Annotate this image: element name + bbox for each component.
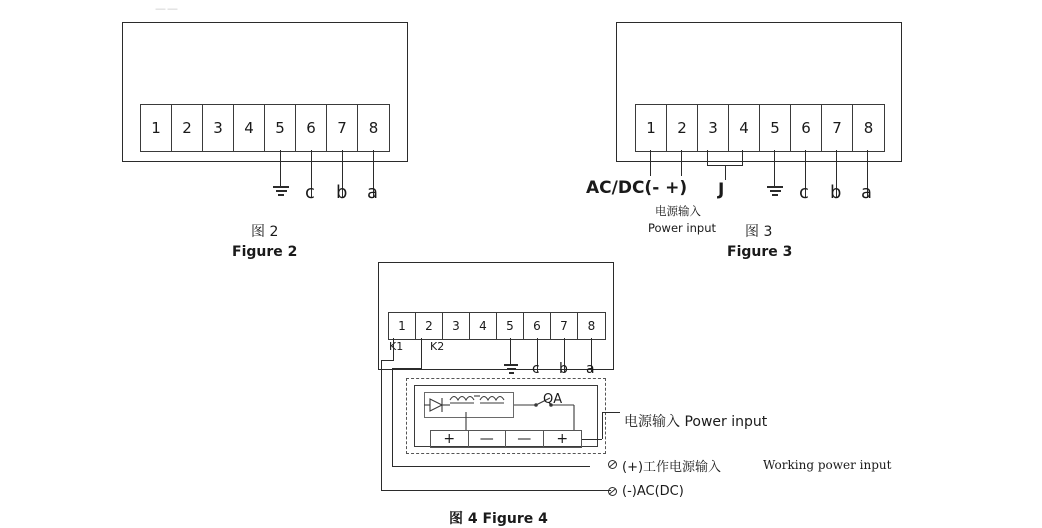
figure4-wire-k2-down <box>421 338 422 368</box>
figure4-post-acdc <box>608 487 617 496</box>
figure2-lead-a: a <box>367 182 379 203</box>
figure3-terminal-1: 1 <box>636 105 667 151</box>
figure4-lead-a: a <box>586 361 595 377</box>
ground-icon <box>272 186 290 198</box>
figure2-terminal-4: 4 <box>234 105 265 151</box>
figure2-terminal-7: 7 <box>327 105 358 151</box>
figure4-power-input-label: 电源输入 Power input <box>624 414 768 430</box>
ground-icon <box>503 364 519 376</box>
figure2-terminal-6: 6 <box>296 105 327 151</box>
figure3-terminal-2: 2 <box>667 105 698 151</box>
figure4-terminal-5: 5 <box>497 313 524 339</box>
ground-icon <box>766 186 784 198</box>
figure4-wire-k2-vert <box>392 368 393 466</box>
figure4-lead-power-input-vert <box>602 412 603 439</box>
figure3-wire-power-neg <box>650 150 651 176</box>
figure4-lead-power-input <box>582 439 602 440</box>
figure2-caption-cn: 图 2 <box>251 224 279 240</box>
figure3-lead-b: b <box>830 182 842 203</box>
figure4-terminal-1: 1 <box>389 313 416 339</box>
figure4-module-cell-3: — <box>506 431 544 447</box>
figure4-terminal-2: 2 <box>416 313 443 339</box>
figure4-working-power-en: Working power input <box>763 458 892 472</box>
figure3-terminal-5: 5 <box>760 105 791 151</box>
figure3-power-label: AC/DC(- +) <box>586 178 688 198</box>
figure4-wire-k2-left <box>392 368 422 369</box>
figure3-terminal-3: 3 <box>698 105 729 151</box>
figure3-jumper-label: J <box>718 180 725 200</box>
figure2-wire-ground <box>280 150 281 186</box>
figure3-wire-power-pos <box>681 150 682 176</box>
figure2-terminal-5: 5 <box>265 105 296 151</box>
figure4-working-power-cn: (+)工作电源输入 <box>622 460 722 475</box>
figure4-terminal-4: 4 <box>470 313 497 339</box>
figure3-terminal-4: 4 <box>729 105 760 151</box>
page-artifact-text: —— <box>155 2 179 15</box>
figure3-jumper-stem <box>725 166 726 180</box>
figure4-caption: 图 4 Figure 4 <box>449 511 548 527</box>
figure2-caption-en: Figure 2 <box>232 244 298 260</box>
figure3-terminal-row <box>635 104 885 152</box>
figure3-terminal-6: 6 <box>791 105 822 151</box>
figure4-wire-ground <box>510 338 511 364</box>
figure4-terminal-8: 8 <box>587 319 596 333</box>
figure2-lead-c: c <box>305 182 315 203</box>
figure4-qa-label: QA <box>543 392 563 407</box>
figure4-post-working-power <box>608 460 617 469</box>
figure4-module-cell-1: + <box>431 431 469 447</box>
figure4-module-cell-2: — <box>469 431 507 447</box>
figure4-wire-k1-vert <box>381 360 382 490</box>
figure4-acdc-label: (-)AC(DC) <box>622 484 684 499</box>
figure4-label-k2: K2 <box>430 340 445 353</box>
figure4-wire-k1-down <box>393 338 394 360</box>
figure4-lead-c: c <box>532 361 540 377</box>
figure2-lead-b: b <box>336 182 348 203</box>
figure3-terminal-7: 7 <box>822 105 853 151</box>
figure4-lead-b: b <box>559 361 568 377</box>
figure3-caption-en: Figure 3 <box>727 244 793 260</box>
figure4-wire-k2-bottom <box>392 466 590 467</box>
figure3-caption-cn: 图 3 <box>745 224 773 240</box>
figure4-terminal-3: 3 <box>443 313 470 339</box>
figure3-wire-ground <box>774 150 775 186</box>
figure3-terminal-8: 8 <box>863 119 874 137</box>
figure3-power-cn: 电源输入 <box>655 204 701 218</box>
figure3-power-en: Power input <box>648 221 717 235</box>
figure4-module-cell-4: + <box>556 431 569 447</box>
figure4-wire-k1-left <box>381 360 394 361</box>
figure2-terminal-row <box>140 104 390 152</box>
figure3-lead-a: a <box>861 182 873 203</box>
figure2-terminal-2: 2 <box>172 105 203 151</box>
figure2-terminal-8: 8 <box>368 119 379 137</box>
figure4-terminal-6: 6 <box>524 313 551 339</box>
figure3-lead-c: c <box>799 182 809 203</box>
figure4-terminal-7: 7 <box>551 313 578 339</box>
figure4-wire-k1-bottom <box>381 490 611 491</box>
figure4-module-bottom-cells <box>430 430 582 448</box>
figure2-terminal-3: 3 <box>203 105 234 151</box>
figure4-terminal-row <box>388 312 606 340</box>
figure4-lead-power-input-top <box>602 412 620 413</box>
figure2-terminal-1: 1 <box>141 105 172 151</box>
figure3-jumper-bracket <box>707 150 743 166</box>
figure4-label-k1: K1 <box>389 340 404 353</box>
